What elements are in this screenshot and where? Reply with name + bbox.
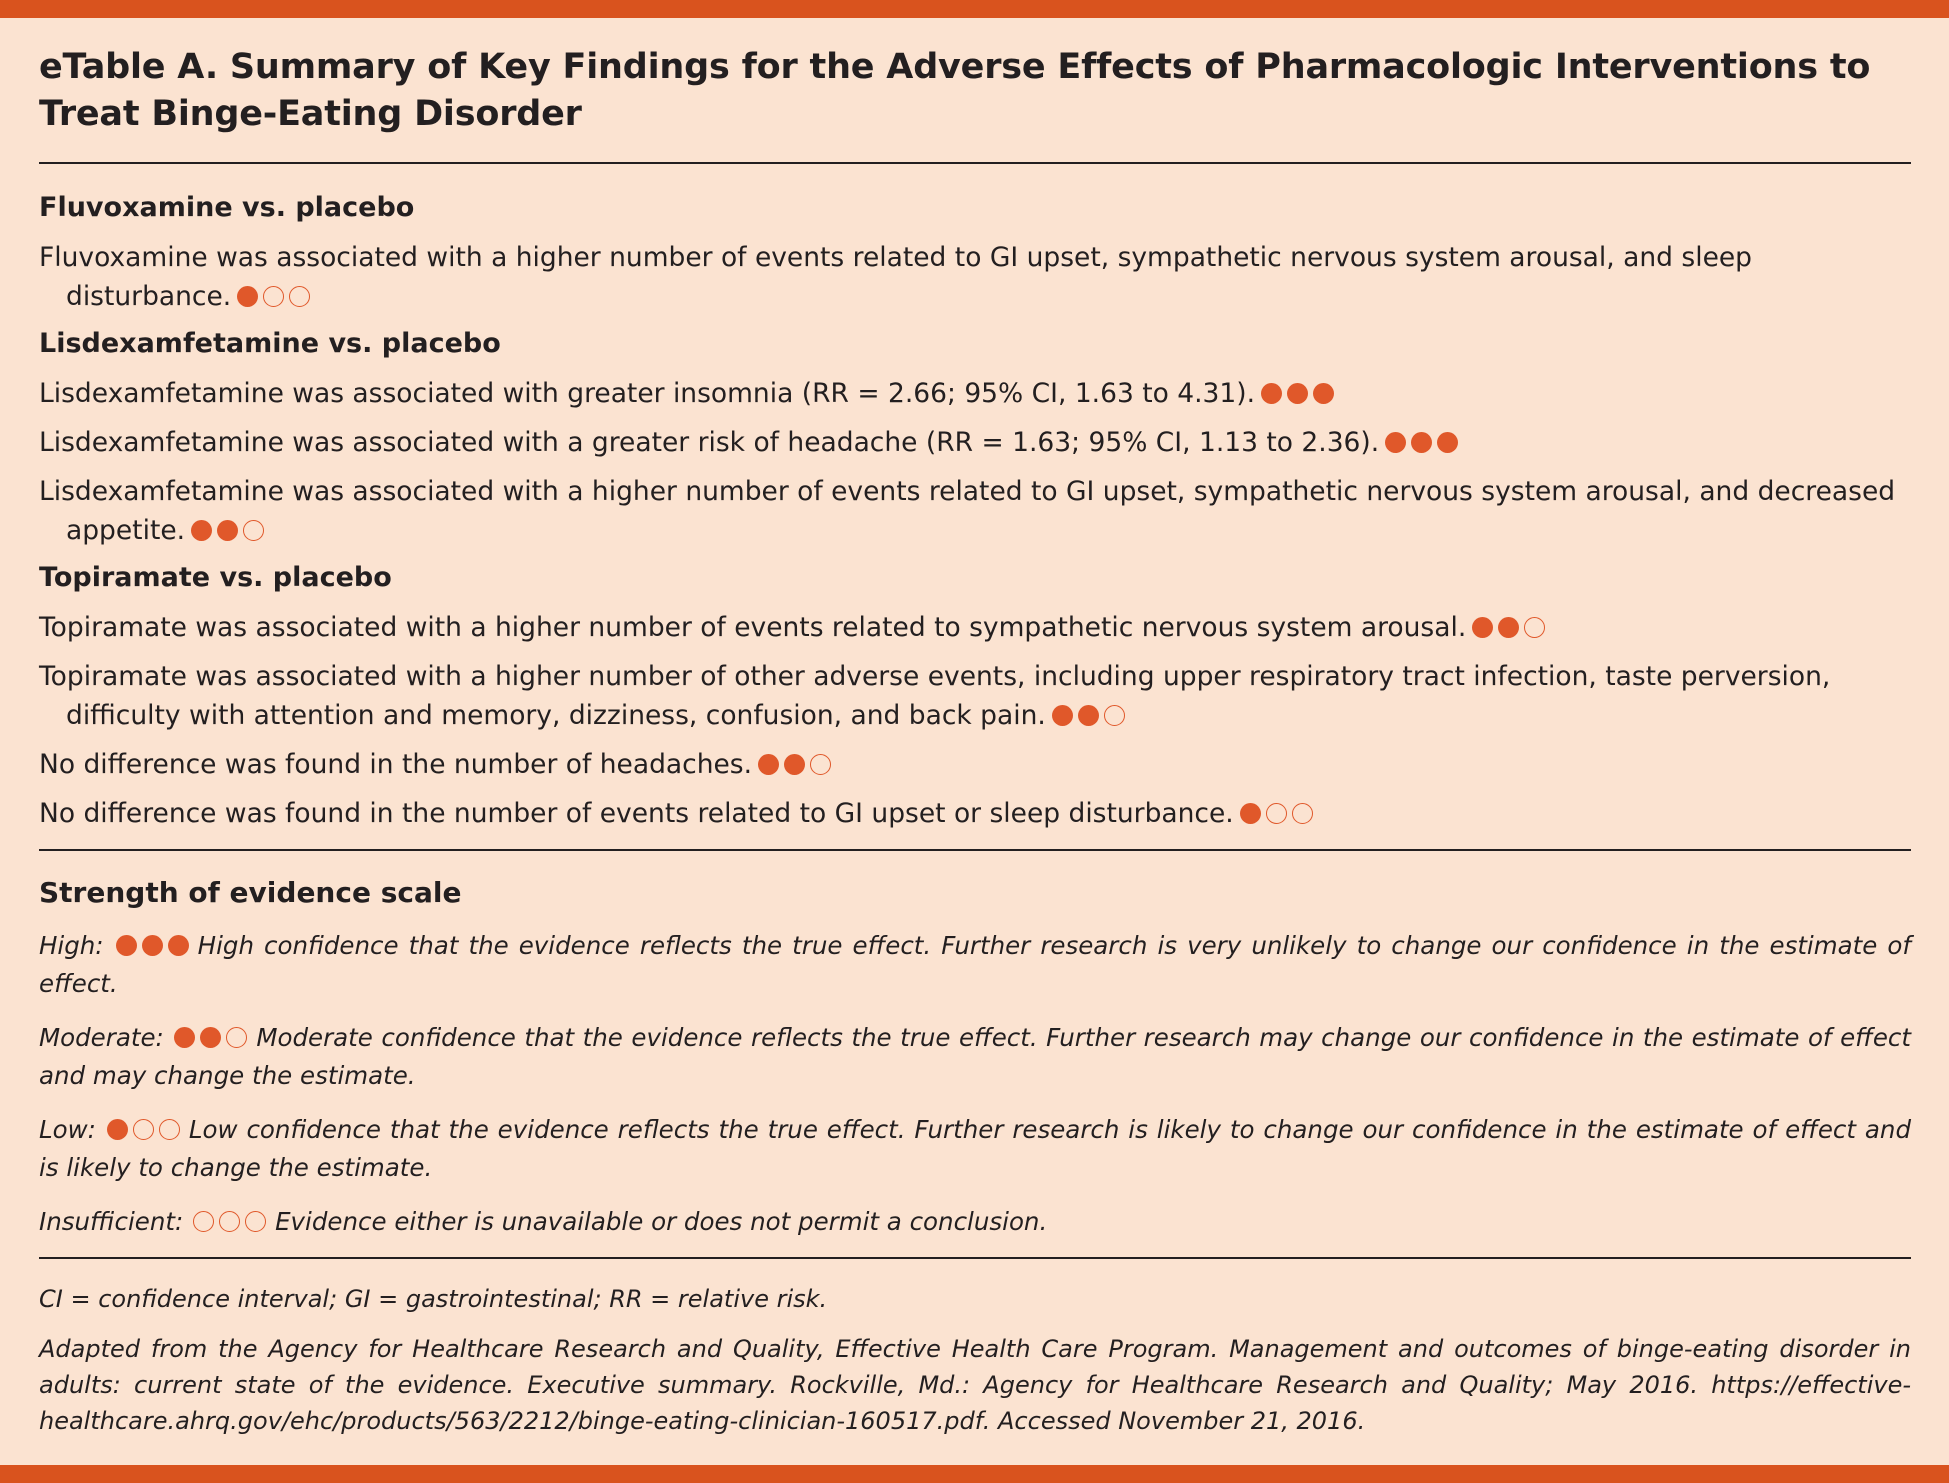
filled-circle-icon [1078,705,1099,726]
finding-text: Fluvoxamine was associated with a higher number of events related to GI upset, sympathetic nervous system arousal, and sleep disturbance. [39,242,1753,312]
filled-circle-icon [191,520,212,541]
abbreviations-note: CI = confidence interval; GI = gastrointestinal; RR = relative risk. [39,1285,828,1313]
empty-circle-icon [193,1211,214,1232]
empty-circle-icon [263,286,284,307]
evidence-rating [116,927,194,965]
empty-circle-icon [133,1119,154,1140]
filled-circle-icon [142,935,163,956]
filled-circle-icon [237,286,258,307]
bottom-accent-bar [0,1465,1949,1483]
filled-circle-icon [784,754,805,775]
finding-item [39,238,1911,316]
filled-circle-icon [107,1119,128,1140]
filled-circle-icon [1261,383,1282,404]
finding-text: Topiramate was associated with a higher number of events related to sympathetic nervous system arousal. [39,612,1467,643]
empty-circle-icon [1292,803,1313,824]
filled-circle-icon [1240,803,1261,824]
empty-circle-icon [289,286,310,307]
finding-item [39,374,1911,413]
scale-label: Moderate: [39,1023,164,1052]
finding-text: No difference was found in the number of events related to GI upset or sleep disturbance. [39,798,1234,829]
evidence-scale-section [39,875,1911,1241]
scale-label: Low: [39,1115,96,1144]
finding-text: Topiramate was associated with a higher number of other adverse events, including upper respiratory tract infection, taste perversion, difficulty with attention and memory, dizziness, confusion, and back pain. [39,661,1831,731]
empty-circle-icon [159,1119,180,1140]
empty-circle-icon [1266,803,1287,824]
finding-item [39,608,1911,647]
evidence-rating [1472,608,1550,647]
filled-circle-icon [116,935,137,956]
scale-description: High confidence that the evidence reflects the true effect. Further research is very unlikely to change our confidence in the estimate of effect. [39,931,1911,998]
table-title: eTable A. Summary of Key Findings for the Adverse Effects of Pharmacologic Interventions to Treat Binge-Eating Disorder [39,47,1871,134]
scale-item-high [39,927,1911,1003]
finding-item [39,657,1911,735]
filled-circle-icon [1437,432,1458,453]
section-heading: Fluvoxamine vs. placebo [39,192,415,223]
finding-item [39,745,1911,784]
finding-text: Lisdexamfetamine was associated with a higher number of events related to GI upset, sympathetic nervous system arousal, and decreased appetite. [39,476,1896,546]
filled-circle-icon [1385,432,1406,453]
scale-item-moderate [39,1019,1911,1095]
empty-circle-icon [1524,617,1545,638]
filled-circle-icon [1472,617,1493,638]
evidence-rating [1385,423,1463,462]
source-note: Adapted from the Agency for Healthcare Research and Quality, Effective Health Care Program. Management and outcomes of binge-eating disorder in adults: current state of the evidence. Executive summary. Rockville, Md.: Agency for Healthcare Research and Quality; May 2016. https://effective-healthcare.ahrq.gov/ehc/products/563/2212/binge-eating-clinician-160517.pdf. Accessed November 21, 2016. [39,1335,1911,1435]
scale-label: High: [39,931,104,960]
filled-circle-icon [1052,705,1073,726]
evidence-rating [1052,696,1130,735]
empty-circle-icon [243,520,264,541]
evidence-rating [237,277,315,316]
evidence-rating [758,745,836,784]
scale-description: Moderate confidence that the evidence reflects the true effect. Further research may change our confidence in the estimate of effect and may change the estimate. [39,1023,1911,1090]
section-heading: Topiramate vs. placebo [39,562,392,593]
scale-description: Evidence either is unavailable or does not permit a conclusion. [275,1207,1048,1236]
finding-text: Lisdexamfetamine was associated with a greater risk of headache (RR = 1.63; 95% CI, 1.13 to 2.36). [39,427,1380,458]
filled-circle-icon [1287,383,1308,404]
empty-circle-icon [810,754,831,775]
scale-label: Insufficient: [39,1207,184,1236]
evidence-rating [1240,794,1318,833]
scale-heading: Strength of evidence scale [39,876,462,909]
evidence-rating [1261,374,1339,413]
filled-circle-icon [1498,617,1519,638]
findings-section [39,190,1911,833]
filled-circle-icon [200,1027,221,1048]
empty-circle-icon [226,1027,247,1048]
scale-item-low [39,1111,1911,1187]
filled-circle-icon [174,1027,195,1048]
empty-circle-icon [1104,705,1125,726]
scale-description: Low confidence that the evidence reflects the true effect. Further research is likely to change our confidence in the estimate of effect and is likely to change the estimate. [39,1115,1911,1182]
findings-divider [39,849,1911,851]
empty-circle-icon [219,1211,240,1232]
top-accent-bar [0,0,1949,18]
filled-circle-icon [758,754,779,775]
filled-circle-icon [1411,432,1432,453]
finding-text: No difference was found in the number of headaches. [39,749,753,780]
finding-item [39,794,1911,833]
evidence-rating [191,511,269,550]
scale-item-insufficient [39,1203,1911,1241]
filled-circle-icon [217,520,238,541]
finding-item [39,472,1911,550]
footnotes [39,1281,1911,1439]
evidence-rating [193,1203,271,1241]
etable-panel [39,44,1911,1453]
title-divider [39,162,1911,164]
evidence-rating [107,1111,185,1149]
filled-circle-icon [1313,383,1334,404]
finding-text: Lisdexamfetamine was associated with greater insomnia (RR = 2.66; 95% CI, 1.63 to 4.31). [39,378,1256,409]
empty-circle-icon [245,1211,266,1232]
scale-divider [39,1257,1911,1259]
filled-circle-icon [168,935,189,956]
section-heading: Lisdexamfetamine vs. placebo [39,328,501,359]
evidence-rating [174,1019,252,1057]
finding-item [39,423,1911,462]
